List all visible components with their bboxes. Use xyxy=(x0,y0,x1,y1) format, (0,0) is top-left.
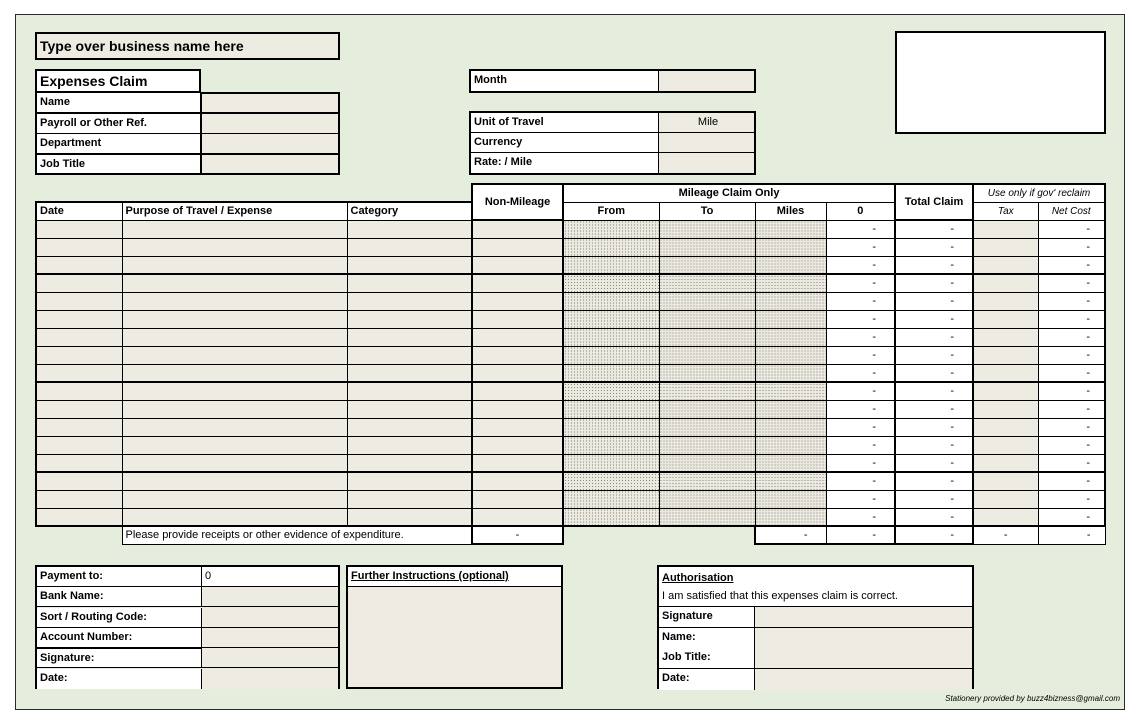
date-cell[interactable] xyxy=(36,238,122,256)
from-cell[interactable] xyxy=(563,382,659,400)
authorisation-title: Authorisation xyxy=(659,567,972,587)
header-net-cost: Net Cost xyxy=(1038,202,1105,220)
expenses-table xyxy=(35,183,1106,545)
total-claim-cell: - xyxy=(895,418,973,436)
table-row xyxy=(36,436,1105,454)
table-row xyxy=(36,310,1105,328)
unit-input[interactable]: Mile xyxy=(659,113,754,133)
tax-cell[interactable] xyxy=(973,436,1038,454)
header-purpose: Purpose of Travel / Expense xyxy=(122,202,347,220)
miles-cell[interactable] xyxy=(755,310,826,328)
payment-field-label: Sort / Routing Code: xyxy=(37,608,202,628)
claim-field-label: Department xyxy=(35,133,201,154)
claim-field-label: Payroll or Other Ref. xyxy=(35,113,201,134)
total-claim-cell: - xyxy=(895,346,973,364)
non-mileage-cell[interactable] xyxy=(472,256,563,274)
month-input[interactable] xyxy=(659,71,754,91)
purpose-cell[interactable] xyxy=(122,436,347,454)
miles-cell[interactable] xyxy=(755,418,826,436)
purpose-cell[interactable] xyxy=(122,256,347,274)
header-miles: Miles xyxy=(755,202,826,220)
purpose-cell[interactable] xyxy=(122,364,347,382)
mileage-amount-cell: - xyxy=(826,508,895,526)
miles-cell[interactable] xyxy=(755,400,826,418)
to-cell[interactable] xyxy=(659,310,755,328)
table-row xyxy=(36,508,1105,526)
date-cell[interactable] xyxy=(36,256,122,274)
net-cost-cell: - xyxy=(1038,274,1105,292)
date-cell[interactable] xyxy=(36,382,122,400)
miles-cell[interactable] xyxy=(755,220,826,238)
table-row xyxy=(36,220,1105,238)
non-mileage-cell[interactable] xyxy=(472,436,563,454)
tax-cell[interactable] xyxy=(973,472,1038,490)
header-category: Category xyxy=(347,202,472,220)
month-label: Month xyxy=(471,71,659,91)
from-cell[interactable] xyxy=(563,238,659,256)
miles-cell[interactable] xyxy=(755,490,826,508)
mileage-amount-cell: - xyxy=(826,382,895,400)
net-cost-cell: - xyxy=(1038,400,1105,418)
category-cell[interactable] xyxy=(347,364,472,382)
table-row xyxy=(36,256,1105,274)
non-mileage-cell[interactable] xyxy=(472,418,563,436)
non-mileage-cell[interactable] xyxy=(472,454,563,472)
category-cell[interactable] xyxy=(347,346,472,364)
purpose-cell[interactable] xyxy=(122,454,347,472)
date-cell[interactable] xyxy=(36,454,122,472)
from-cell[interactable] xyxy=(563,220,659,238)
to-cell[interactable] xyxy=(659,346,755,364)
payment-field-label: Account Number: xyxy=(37,628,202,648)
to-cell[interactable] xyxy=(659,436,755,454)
category-cell[interactable] xyxy=(347,490,472,508)
purpose-cell[interactable] xyxy=(122,418,347,436)
net-cost-cell: - xyxy=(1038,364,1105,382)
category-cell[interactable] xyxy=(347,292,472,310)
header-gov-group: Use only if gov' reclaim xyxy=(973,184,1105,202)
table-row xyxy=(36,454,1105,472)
table-row xyxy=(36,472,1105,490)
category-cell[interactable] xyxy=(347,508,472,526)
non-mileage-cell[interactable] xyxy=(472,364,563,382)
non-mileage-cell[interactable] xyxy=(472,310,563,328)
mileage-amount-cell: - xyxy=(826,436,895,454)
purpose-cell[interactable] xyxy=(122,400,347,418)
purpose-cell[interactable] xyxy=(122,238,347,256)
total-claim-cell: - xyxy=(895,490,973,508)
total-claim-cell: - xyxy=(895,238,973,256)
mileage-amount-cell: - xyxy=(826,274,895,292)
miles-cell[interactable] xyxy=(755,472,826,490)
net-cost-cell: - xyxy=(1038,346,1105,364)
total-claim-cell: - xyxy=(895,382,973,400)
mileage-amount-cell: - xyxy=(826,454,895,472)
tax-cell[interactable] xyxy=(973,292,1038,310)
category-cell[interactable] xyxy=(347,238,472,256)
net-cost-cell: - xyxy=(1038,418,1105,436)
net-cost-cell: - xyxy=(1038,256,1105,274)
miles-cell[interactable] xyxy=(755,508,826,526)
miles-cell[interactable] xyxy=(755,364,826,382)
total-claim-cell: - xyxy=(895,400,973,418)
expense-claim-sheet xyxy=(15,14,1125,710)
payment-box xyxy=(35,565,340,689)
mileage-amount-cell: - xyxy=(826,472,895,490)
net-cost-cell: - xyxy=(1038,508,1105,526)
tax-cell[interactable] xyxy=(973,274,1038,292)
net-cost-cell: - xyxy=(1038,454,1105,472)
payment-field-label: Date: xyxy=(37,669,202,689)
date-cell[interactable] xyxy=(36,346,122,364)
to-cell[interactable] xyxy=(659,292,755,310)
month-box xyxy=(469,69,756,93)
purpose-cell[interactable] xyxy=(122,490,347,508)
from-cell[interactable] xyxy=(563,436,659,454)
payment-field-input[interactable] xyxy=(202,628,338,648)
total-claim-cell: - xyxy=(895,436,973,454)
from-cell[interactable] xyxy=(563,490,659,508)
tax-cell[interactable] xyxy=(973,238,1038,256)
header-mileage-group: Mileage Claim Only xyxy=(563,184,895,202)
to-cell[interactable] xyxy=(659,490,755,508)
authorisation-field-label: Signature xyxy=(659,607,755,628)
purpose-cell[interactable] xyxy=(122,310,347,328)
authorisation-field-label: Name: xyxy=(659,628,755,649)
total-claim-cell: - xyxy=(895,508,973,526)
mileage-amount-cell: - xyxy=(826,418,895,436)
to-cell[interactable] xyxy=(659,508,755,526)
miles-cell[interactable] xyxy=(755,328,826,346)
purpose-cell[interactable] xyxy=(122,382,347,400)
claim-field-input[interactable] xyxy=(201,92,340,113)
miles-cell[interactable] xyxy=(755,238,826,256)
authorisation-statement: I am satisfied that this expenses claim is correct. xyxy=(659,587,972,607)
table-row xyxy=(36,400,1105,418)
non-mileage-cell[interactable] xyxy=(472,400,563,418)
purpose-cell[interactable] xyxy=(122,346,347,364)
header-date: Date xyxy=(36,202,122,220)
non-mileage-cell[interactable] xyxy=(472,274,563,292)
date-cell[interactable] xyxy=(36,490,122,508)
table-row xyxy=(36,382,1105,400)
header-non-mileage: Non-Mileage xyxy=(472,184,563,220)
total-miles: - xyxy=(755,526,826,544)
logo-box[interactable] xyxy=(895,31,1106,134)
total-claim-cell: - xyxy=(895,274,973,292)
non-mileage-cell[interactable] xyxy=(472,238,563,256)
claim-field-label: Job Title xyxy=(35,154,201,175)
from-cell[interactable] xyxy=(563,454,659,472)
from-cell[interactable] xyxy=(563,400,659,418)
authorisation-box xyxy=(657,565,974,689)
non-mileage-cell[interactable] xyxy=(472,328,563,346)
currency-input[interactable] xyxy=(659,133,754,153)
to-cell[interactable] xyxy=(659,220,755,238)
net-cost-cell: - xyxy=(1038,292,1105,310)
business-name-field[interactable]: Type over business name here xyxy=(35,32,340,60)
table-row xyxy=(36,292,1105,310)
tax-cell[interactable] xyxy=(973,382,1038,400)
category-cell[interactable] xyxy=(347,382,472,400)
header-from: From xyxy=(563,202,659,220)
total-claim-cell: - xyxy=(895,472,973,490)
purpose-cell[interactable] xyxy=(122,274,347,292)
from-cell[interactable] xyxy=(563,292,659,310)
table-row xyxy=(36,418,1105,436)
date-cell[interactable] xyxy=(36,220,122,238)
from-cell[interactable] xyxy=(563,346,659,364)
header-spacer xyxy=(36,184,472,202)
total-claim-cell: - xyxy=(895,454,973,472)
date-cell[interactable] xyxy=(36,436,122,454)
net-cost-cell: - xyxy=(1038,382,1105,400)
date-cell[interactable] xyxy=(36,328,122,346)
purpose-cell[interactable] xyxy=(122,508,347,526)
rate-label: Rate: / Mile xyxy=(471,153,659,173)
total-claim-cell: - xyxy=(895,220,973,238)
authorisation-field-input[interactable] xyxy=(755,628,972,649)
mileage-amount-cell: - xyxy=(826,364,895,382)
total-claim-cell: - xyxy=(895,256,973,274)
from-cell[interactable] xyxy=(563,364,659,382)
category-cell[interactable] xyxy=(347,472,472,490)
payment-field-input[interactable] xyxy=(202,669,338,689)
tax-cell[interactable] xyxy=(973,490,1038,508)
claim-field-label: Name xyxy=(35,92,201,113)
payment-field-input[interactable] xyxy=(202,648,338,668)
non-mileage-cell[interactable] xyxy=(472,346,563,364)
table-row xyxy=(36,274,1105,292)
receipts-note: Please provide receipts or other evidence of expenditure. xyxy=(122,526,472,544)
to-cell[interactable] xyxy=(659,256,755,274)
mileage-amount-cell: - xyxy=(826,310,895,328)
non-mileage-cell[interactable] xyxy=(472,472,563,490)
total-net-cost: - xyxy=(1038,526,1105,544)
to-cell[interactable] xyxy=(659,274,755,292)
non-mileage-cell[interactable] xyxy=(472,292,563,310)
to-cell[interactable] xyxy=(659,418,755,436)
date-cell[interactable] xyxy=(36,418,122,436)
net-cost-cell: - xyxy=(1038,220,1105,238)
instructions-box[interactable] xyxy=(346,565,563,689)
totals-spacer xyxy=(36,526,122,544)
currency-label: Currency xyxy=(471,133,659,153)
non-mileage-cell[interactable] xyxy=(472,508,563,526)
mileage-amount-cell: - xyxy=(826,238,895,256)
miles-cell[interactable] xyxy=(755,454,826,472)
miles-cell[interactable] xyxy=(755,382,826,400)
tax-cell[interactable] xyxy=(973,256,1038,274)
table-row xyxy=(36,238,1105,256)
category-cell[interactable] xyxy=(347,400,472,418)
authorisation-field-label: Date: xyxy=(659,669,755,690)
claim-title: Expenses Claim xyxy=(35,69,201,93)
authorisation-field-input[interactable] xyxy=(755,607,972,628)
payment-field-label: Bank Name: xyxy=(37,587,202,607)
non-mileage-cell[interactable] xyxy=(472,490,563,508)
non-mileage-cell[interactable] xyxy=(472,220,563,238)
tax-cell[interactable] xyxy=(973,454,1038,472)
date-cell[interactable] xyxy=(36,508,122,526)
header-zero: 0 xyxy=(826,202,895,220)
total-non-mileage: - xyxy=(472,526,563,544)
mileage-amount-cell: - xyxy=(826,400,895,418)
net-cost-cell: - xyxy=(1038,472,1105,490)
to-cell[interactable] xyxy=(659,382,755,400)
category-cell[interactable] xyxy=(347,418,472,436)
net-cost-cell: - xyxy=(1038,328,1105,346)
category-cell[interactable] xyxy=(347,454,472,472)
from-cell[interactable] xyxy=(563,274,659,292)
from-cell[interactable] xyxy=(563,418,659,436)
tax-cell[interactable] xyxy=(973,364,1038,382)
grand-total: - xyxy=(895,526,973,544)
payment-field-label: Payment to: xyxy=(37,567,202,587)
tax-cell[interactable] xyxy=(973,346,1038,364)
miles-cell[interactable] xyxy=(755,292,826,310)
purpose-cell[interactable] xyxy=(122,220,347,238)
table-row xyxy=(36,364,1105,382)
to-cell[interactable] xyxy=(659,364,755,382)
total-claim-cell: - xyxy=(895,310,973,328)
net-cost-cell: - xyxy=(1038,238,1105,256)
from-cell[interactable] xyxy=(563,256,659,274)
tax-cell[interactable] xyxy=(973,418,1038,436)
payment-field-input[interactable]: 0 xyxy=(202,567,338,587)
table-row xyxy=(36,346,1105,364)
to-cell[interactable] xyxy=(659,238,755,256)
miles-cell[interactable] xyxy=(755,436,826,454)
authorisation-field-input[interactable] xyxy=(755,669,972,690)
date-cell[interactable] xyxy=(36,274,122,292)
net-cost-cell: - xyxy=(1038,436,1105,454)
category-cell[interactable] xyxy=(347,274,472,292)
miles-cell[interactable] xyxy=(755,346,826,364)
header-tax: Tax xyxy=(973,202,1038,220)
footer-credit: Stationery provided by buzz4bizness@gmail.com xyxy=(945,694,1120,703)
category-cell[interactable] xyxy=(347,310,472,328)
total-claim-cell: - xyxy=(895,364,973,382)
total-claim-cell: - xyxy=(895,328,973,346)
net-cost-cell: - xyxy=(1038,310,1105,328)
purpose-cell[interactable] xyxy=(122,472,347,490)
category-cell[interactable] xyxy=(347,256,472,274)
payment-field-input[interactable] xyxy=(202,608,338,628)
mileage-amount-cell: - xyxy=(826,490,895,508)
purpose-cell[interactable] xyxy=(122,328,347,346)
mileage-amount-cell: - xyxy=(826,292,895,310)
to-cell[interactable] xyxy=(659,454,755,472)
rate-input[interactable] xyxy=(659,153,754,173)
date-cell[interactable] xyxy=(36,292,122,310)
table-row xyxy=(36,490,1105,508)
to-cell[interactable] xyxy=(659,328,755,346)
unit-label: Unit of Travel xyxy=(471,113,659,133)
purpose-cell[interactable] xyxy=(122,292,347,310)
tax-cell[interactable] xyxy=(973,310,1038,328)
table-row xyxy=(36,328,1105,346)
from-cell[interactable] xyxy=(563,508,659,526)
date-cell[interactable] xyxy=(36,472,122,490)
category-cell[interactable] xyxy=(347,220,472,238)
category-cell[interactable] xyxy=(347,436,472,454)
miles-cell[interactable] xyxy=(755,274,826,292)
tax-cell[interactable] xyxy=(973,220,1038,238)
to-cell[interactable] xyxy=(659,400,755,418)
from-cell[interactable] xyxy=(563,472,659,490)
from-cell[interactable] xyxy=(563,310,659,328)
category-cell[interactable] xyxy=(347,328,472,346)
date-cell[interactable] xyxy=(36,310,122,328)
net-cost-cell: - xyxy=(1038,490,1105,508)
total-tax: - xyxy=(973,526,1038,544)
instructions-title: Further Instructions (optional) xyxy=(348,567,561,587)
miles-cell[interactable] xyxy=(755,256,826,274)
claim-field-input[interactable] xyxy=(201,154,340,175)
payment-field-label: Signature: xyxy=(37,648,202,668)
totals-row xyxy=(36,526,1105,544)
claim-field-input[interactable] xyxy=(201,133,340,154)
claim-field-input[interactable] xyxy=(201,113,340,134)
total-claim-cell: - xyxy=(895,292,973,310)
to-cell[interactable] xyxy=(659,472,755,490)
mileage-amount-cell: - xyxy=(826,346,895,364)
tax-cell[interactable] xyxy=(973,400,1038,418)
date-cell[interactable] xyxy=(36,400,122,418)
authorisation-field-label: Job Title: xyxy=(659,648,755,669)
payment-field-input[interactable] xyxy=(202,587,338,607)
header-total-claim: Total Claim xyxy=(895,184,973,220)
date-cell[interactable] xyxy=(36,364,122,382)
tax-cell[interactable] xyxy=(973,328,1038,346)
travel-box xyxy=(469,111,756,175)
mileage-amount-cell: - xyxy=(826,328,895,346)
mileage-amount-cell: - xyxy=(826,256,895,274)
authorisation-field-input[interactable] xyxy=(755,648,972,669)
from-cell[interactable] xyxy=(563,328,659,346)
header-to: To xyxy=(659,202,755,220)
mileage-amount-cell: - xyxy=(826,220,895,238)
non-mileage-cell[interactable] xyxy=(472,382,563,400)
totals-gap xyxy=(563,526,755,544)
total-mileage-amount: - xyxy=(826,526,895,544)
tax-cell[interactable] xyxy=(973,508,1038,526)
